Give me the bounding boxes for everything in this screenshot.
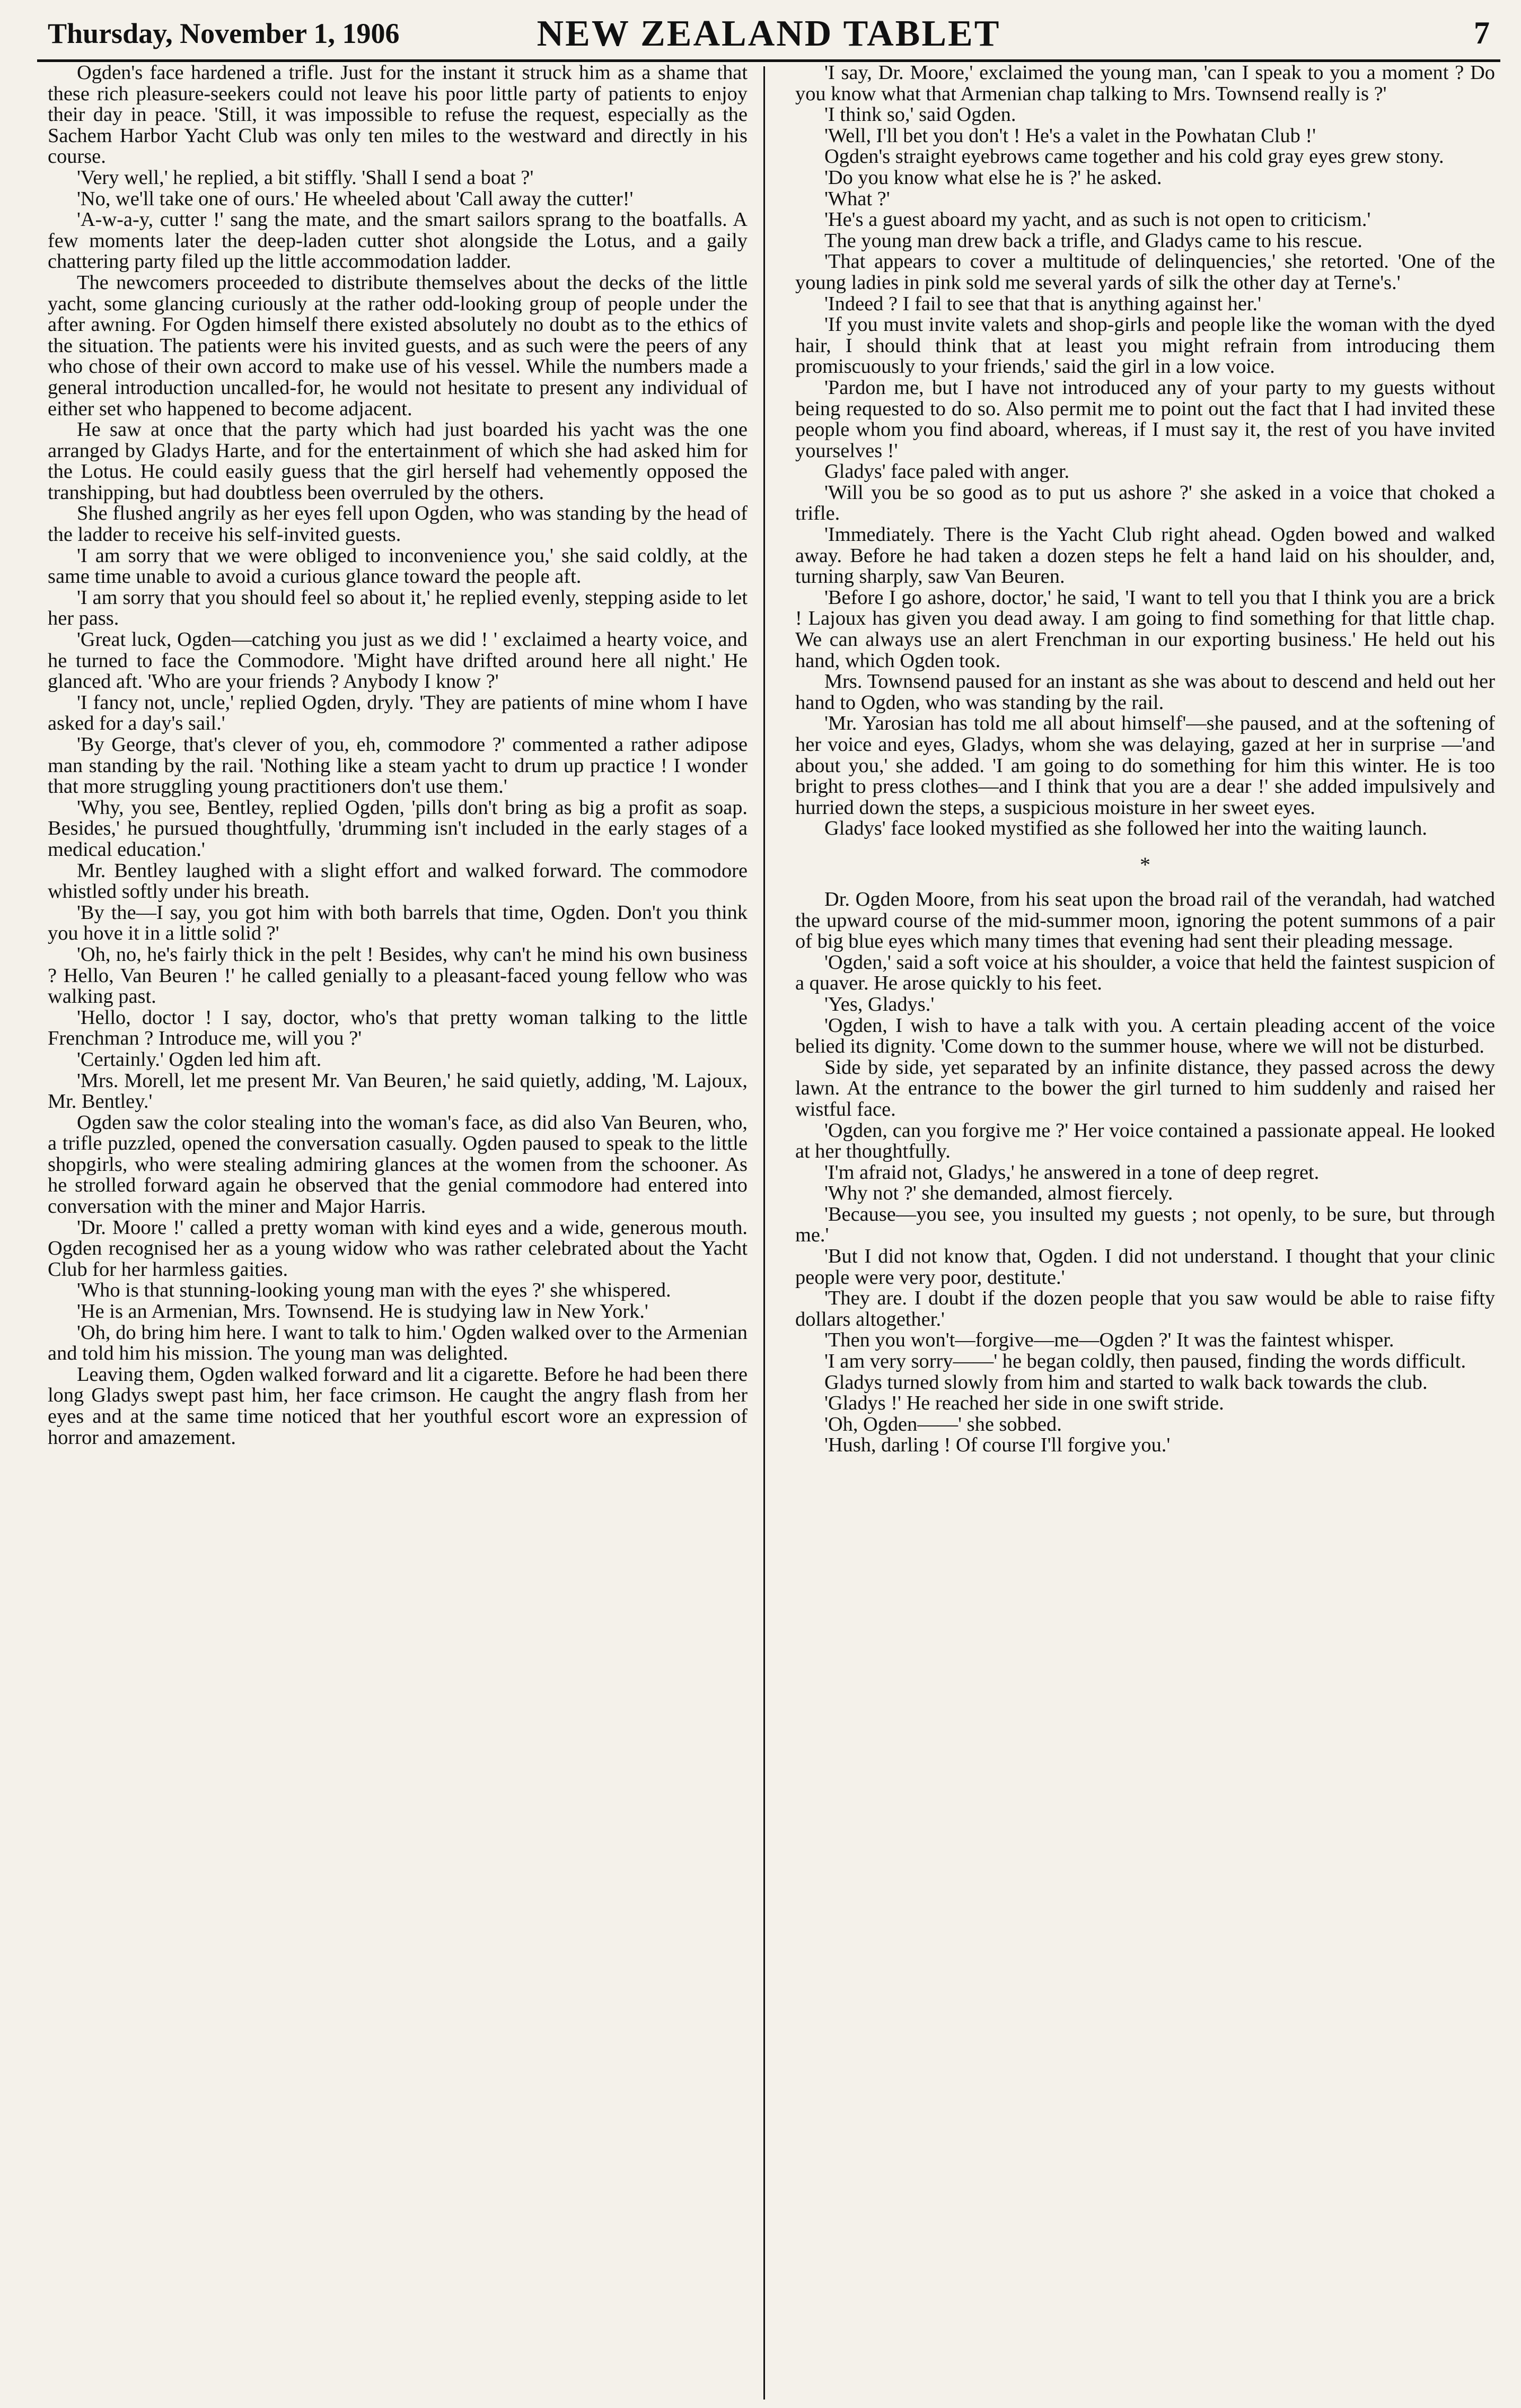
paragraph: 'Yes, Gladys.' <box>824 993 935 1015</box>
paragraph: 'I am sorry that you should feel so about it,' he replied evenly, stepping aside to let her pass. <box>48 586 748 630</box>
paragraph: 'Immediately. There is the Yacht Club right ahead. Ogden bowed and walked away. Before he had taken a dozen steps he felt a hand laid on his shoulder, and, turning sharply, saw Van Beuren. <box>795 523 1495 588</box>
column-divider <box>763 66 765 2400</box>
header-rule <box>37 59 1500 62</box>
paragraph: 'Do you know what else he is ?' he asked. <box>824 166 1162 189</box>
paragraph: 'Will you be so good as to put us ashore ?' she asked in a voice that choked a trifle. <box>795 481 1495 525</box>
paragraph: 'Certainly.' Ogden led him aft. <box>77 1048 322 1071</box>
paragraph: She flushed angrily as her eyes fell upon Ogden, who was standing by the head of the ladder to receive his self-invited guests. <box>48 502 748 546</box>
paragraph: 'But I did not know that, Ogden. I did not understand. I thought that your clinic people were very poor, destitute.' <box>795 1245 1495 1289</box>
paragraph: He saw at once that the party which had just boarded his yacht was the one arranged by Gladys Harte, and for the entertainment of which she had asked him for the Lotus. He could easily guess that the girl herself had vehemently opposed the transhipping, but had doubtless been overruled by the others. <box>48 418 748 504</box>
right-column-part-b <box>795 889 1495 1456</box>
paragraph: 'Why, you see, Bentley, replied Ogden, 'pills don't bring as big a profit as soap. Besides,' he pursued thoughtfully, 'drumming isn't included in the early stages of a medical education.' <box>48 796 748 861</box>
paragraph: 'Oh, do bring him here. I want to talk to him.' Ogden walked over to the Armenian and told him his mission. The young man was delighted. <box>48 1321 748 1365</box>
paragraph: 'I'm afraid not, Gladys,' he answered in a tone of deep regret. <box>824 1161 1320 1184</box>
paragraph: The newcomers proceeded to distribute themselves about the decks of the little yacht, some glancing curiously at the rather odd-looking group of people under the after awning. For Ogden himself there existed absolutely no doubt as to the ethics of the situation. The patients were his invited guests, and as such were the peers of any who chose of their own accord to make use of his vessel. While the numbers made a general introduction uncalled-for, he would not hesitate to present any individual of either set who happened to become adjacent. <box>48 271 748 420</box>
paragraph: 'Hush, darling ! Of course I'll forgive you.' <box>824 1434 1171 1457</box>
left-column <box>48 63 748 2401</box>
section-break: * <box>1140 852 1150 877</box>
paragraph: 'Ogden,' said a soft voice at his shoulder, a voice that held the faintest suspicion of a quaver. He arose quickly to his feet. <box>795 951 1495 995</box>
paragraph: 'Gladys !' He reached her side in one swift stride. <box>824 1392 1224 1415</box>
paragraph: 'They are. I doubt if the dozen people that you saw would be able to raise fifty dollars altogether.' <box>795 1287 1495 1330</box>
paragraph: 'Oh, no, he's fairly thick in the pelt ! Besides, why can't he mind his own business ? Hello, Van Beuren !' he called genially to a pleasant-faced young fellow who was walking past. <box>48 943 748 1008</box>
right-column <box>795 63 1495 2401</box>
paragraph: Dr. Ogden Moore, from his seat upon the broad rail of the verandah, had watched the upward course of the mid-summer moon, ignoring the potent summons of a pair of big blue eyes which many times that evening had sent their pleading message. <box>795 888 1495 953</box>
masthead <box>37 11 1500 58</box>
paragraph: Gladys turned slowly from him and started to walk back towards the club. <box>824 1371 1428 1394</box>
paragraph: Side by side, yet separated by an infinite distance, they passed across the dewy lawn. At the entrance to the bower the girl turned to him suddenly and raised her wistful face. <box>795 1056 1495 1120</box>
paragraph: 'Mr. Yarosian has told me all about himself'—she paused, and at the softening of her voice and eyes, Gladys, whom she was delaying, gazed at her in surprise —'and about you,' she added. 'I am going to do something for him this winter. He is too bright to press clothes—and I think that you are a dear !' she added impulsively and hurried down the steps, a suspicious moisture in her sweet eyes. <box>795 712 1495 819</box>
issue-date: Thursday, November 1, 1906 <box>48 17 400 49</box>
paragraph: 'By the—I say, you got him with both barrels that time, Ogden. Don't you think you hove it in a little solid ?' <box>48 901 748 945</box>
paragraph: Leaving them, Ogden walked forward and lit a cigarette. Before he had been there long Gladys swept past him, her face crimson. He caught the angry flash from her eyes and at the same time noticed that her youthful escort wore an expression of horror and amazement. <box>48 1363 748 1449</box>
paragraph: 'If you must invite valets and shop-girls and people like the woman with the dyed hair, I should think that at least you might refrain from introducing them promiscuously to your friends,' said the girl in a low voice. <box>795 313 1495 378</box>
paragraph: 'Dr. Moore !' called a pretty woman with kind eyes and a wide, generous mouth. Ogden recognised her as a young widow who was rather celebrated about the Yacht Club for her harmless gaities. <box>48 1216 748 1281</box>
paragraph: 'Mrs. Morell, let me present Mr. Van Beuren,' he said quietly, adding, 'M. Lajoux, Mr. Bentley.' <box>48 1069 748 1113</box>
right-column-part-a <box>795 63 1495 839</box>
paragraph: 'Pardon me, but I have not introduced any of your party to my guests without being requested to do so. Also permit me to point out the fact that I had invited these people whom you find aboard, whereas, if I must say it, the rest of you have invited yourselves !' <box>795 376 1495 462</box>
paragraph: 'I think so,' said Ogden. <box>824 103 1016 126</box>
paragraph: 'Ogden, I wish to have a talk with you. A certain pleading accent of the voice belied its dignity. 'Come down to the summer house, where we will not be disturbed. <box>795 1014 1495 1058</box>
paragraph: 'That appears to cover a multitude of delinquencies,' she retorted. 'One of the young ladies in pink sold me several yards of silk the other day at Terne's.' <box>795 250 1495 294</box>
paragraph: Gladys' face paled with anger. <box>824 460 1070 483</box>
paragraph: 'What ?' <box>824 187 890 210</box>
paragraph: 'By George, that's clever of you, eh, commodore ?' commented a rather adipose man standing by the rail. 'Nothing like a steam yacht to drum up practice ! I wonder that more struggling young practitioners don't use them.' <box>48 733 748 798</box>
paragraph: Gladys' face looked mystified as she followed her into the waiting launch. <box>824 817 1428 840</box>
paragraph: 'Hello, doctor ! I say, doctor, who's that pretty woman talking to the little Frenchman ? Introduce me, will you ?' <box>48 1006 748 1050</box>
paragraph: 'I say, Dr. Moore,' exclaimed the young man, 'can I speak to you a moment ? Do you know what that Armenian chap talking to Mrs. Townsend really is ?' <box>795 63 1495 105</box>
paragraph: Ogden saw the color stealing into the woman's face, as did also Van Beuren, who, a trifle puzzled, opened the conversation casually. Ogden paused to speak to the little shopgirls, who were stealing admiring glances at the women from the schooner. As he strolled forward again he observed that the genial commodore had entered into conversation with the miner and Major Harris. <box>48 1111 748 1218</box>
paragraph: 'Then you won't—forgive—me—Ogden ?' It was the faintest whisper. <box>824 1329 1394 1352</box>
paragraph: 'Very well,' he replied, a bit stiffly. 'Shall I send a boat ?' <box>77 166 534 189</box>
paragraph: 'Indeed ? I fail to see that that is anything against her.' <box>824 292 1262 315</box>
paragraph: 'Who is that stunning-looking young man with the eyes ?' she whispered. <box>77 1279 671 1302</box>
paragraph: The young man drew back a trifle, and Gladys came to his rescue. <box>824 229 1362 252</box>
paragraph: 'Oh, Ogden——' she sobbed. <box>824 1413 1062 1435</box>
paragraph: 'Why not ?' she demanded, almost fiercely. <box>824 1182 1173 1205</box>
paragraph: Mrs. Townsend paused for an instant as she was about to descend and held out her hand to Ogden, who was standing by the rail. <box>795 670 1495 714</box>
paragraph: 'Great luck, Ogden—catching you just as we did ! ' exclaimed a hearty voice, and he turned to face the Commodore. 'Might have drifted around here all night.' He glanced aft. 'Who are your friends ? Anybody I know ?' <box>48 628 748 693</box>
publication-title: NEW ZEALAND TABLET <box>537 13 1001 54</box>
paragraph: 'He is an Armenian, Mrs. Townsend. He is studying law in New York.' <box>77 1300 648 1323</box>
paragraph: Ogden's face hardened a trifle. Just for the instant it struck him as a shame that these rich pleasure-seekers could not leave his poor little party of patients to enjoy their day in peace. 'Still, it was impossible to refuse the request, especially as the Sachem Harbor Yacht Club was only ten miles to the westward and directly in his course. <box>48 63 748 168</box>
paragraph: 'Before I go ashore, doctor,' he said, 'I want to tell you that I think you are a brick ! Lajoux has given you dead away. I am going to find something for that little chap. We can always use an alert Frenchman in our exporting business.' He held out his hand, which Ogden took. <box>795 586 1495 672</box>
paragraph: 'He's a guest aboard my yacht, and as such is not open to criticism.' <box>824 208 1371 231</box>
paragraph: 'Ogden, can you forgive me ?' Her voice contained a passionate appeal. He looked at her thoughtfully. <box>795 1119 1495 1163</box>
paragraph: 'Well, I'll bet you don't ! He's a valet in the Powhatan Club !' <box>824 124 1316 147</box>
paragraph: 'I am very sorry——' he began coldly, then paused, finding the words difficult. <box>824 1350 1466 1373</box>
paragraph: 'I am sorry that we were obliged to inconvenience you,' she said coldly, at the same time unable to avoid a curious glance toward the people aft. <box>48 544 748 588</box>
paragraph: Ogden's straight eyebrows came together and his cold gray eyes grew stony. <box>824 145 1444 168</box>
paragraph: 'A-w-a-y, cutter !' sang the mate, and the smart sailors sprang to the boatfalls. A few moments later the deep-laden cutter shot alongside the Lotus, and a gaily chattering party filed up the little accommodation ladder. <box>48 208 748 273</box>
paragraph: 'I fancy not, uncle,' replied Ogden, dryly. 'They are patients of mine whom I have asked for a day's sail.' <box>48 691 748 735</box>
paragraph: Mr. Bentley laughed with a slight effort and walked forward. The commodore whistled softly under his breath. <box>48 859 748 903</box>
paragraph: 'Because—you see, you insulted my guests ; not openly, to be sure, but through me.' <box>795 1203 1495 1247</box>
paragraph: 'No, we'll take one of ours.' He wheeled about 'Call away the cutter!' <box>77 187 634 210</box>
page-number: 7 <box>1474 15 1490 50</box>
